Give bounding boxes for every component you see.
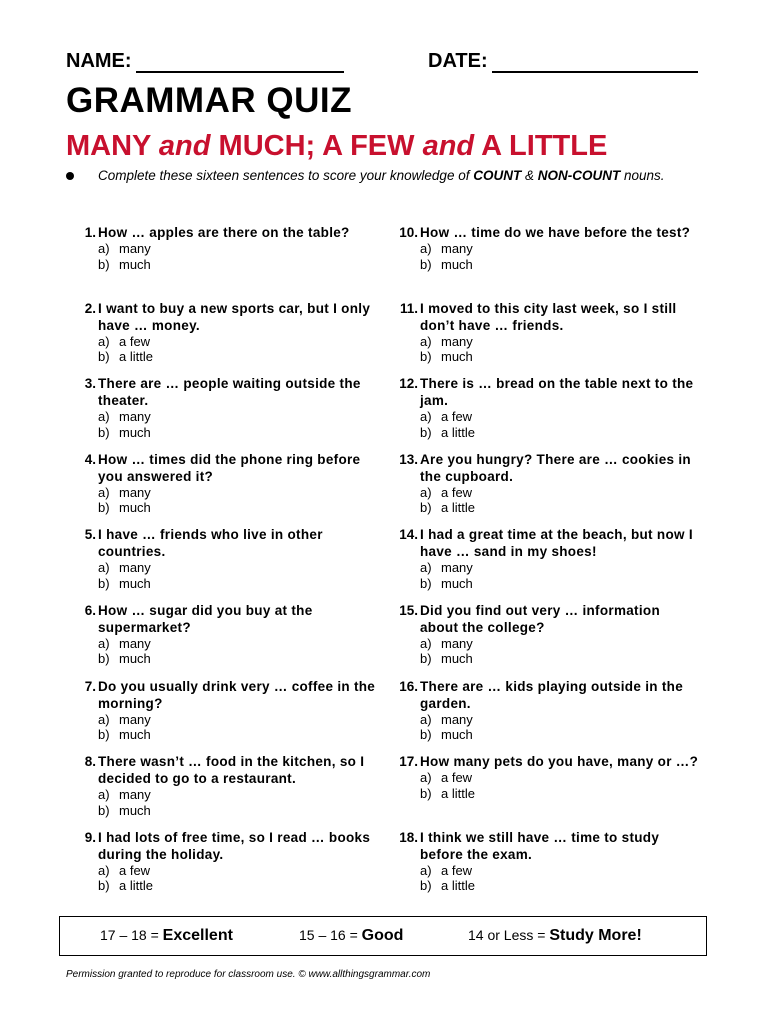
answer-option[interactable] (98, 576, 378, 592)
option-text: much (119, 575, 151, 591)
subtitle-part: and (422, 130, 475, 162)
answer-option[interactable] (98, 712, 378, 728)
question-body (420, 526, 700, 591)
option-letter: b) (98, 727, 110, 743)
question-number: 1. (84, 225, 96, 240)
question-text: How … time do we have before the test? (420, 225, 691, 240)
score-label: Good (361, 927, 404, 944)
question-body (98, 300, 378, 365)
questions-left-column (66, 224, 386, 904)
date-label: DATE: (428, 50, 488, 72)
option-text: a few (441, 862, 473, 878)
option-text: many (119, 241, 151, 256)
option-letter: a) (420, 333, 432, 349)
option-text: a little (441, 785, 475, 801)
instruction-amp: & (521, 168, 538, 183)
option-text: a few (441, 409, 473, 425)
question-body (420, 753, 700, 801)
option-text: much (119, 727, 151, 743)
option-letter: a) (420, 484, 432, 500)
option-text: many (119, 560, 151, 576)
option-letter: b) (98, 651, 110, 667)
option-text: many (441, 635, 473, 651)
option-letter: b) (98, 349, 110, 365)
question-number: 10. (399, 225, 418, 240)
question-body (420, 224, 700, 272)
option-text: many (119, 484, 151, 500)
option-text: much (441, 575, 473, 591)
option-letter: b) (420, 727, 432, 743)
option-text: much (119, 802, 151, 818)
question-item (388, 753, 708, 829)
option-letter: b) (420, 500, 432, 516)
name-blank-line[interactable] (136, 51, 344, 73)
question-number: 5. (84, 527, 96, 543)
question-body (98, 753, 378, 818)
option-letter: b) (420, 575, 432, 591)
question-number: 18. (399, 829, 418, 845)
instruction-pre: Complete these sixteen sentences to score your knowledge of (98, 168, 474, 183)
option-text: much (119, 500, 151, 516)
question-body (420, 829, 700, 894)
question-number: 15. (399, 602, 418, 618)
option-letter: b) (98, 256, 110, 272)
score-key (59, 916, 707, 956)
option-letter: a) (420, 560, 432, 576)
score-label: Study More! (549, 927, 642, 944)
option-text: much (441, 256, 473, 272)
question-text: How … apples are there on the table? (98, 225, 350, 240)
question-item (388, 678, 708, 754)
option-letter: b) (420, 349, 432, 365)
option-letter: a) (98, 862, 110, 878)
option-letter: b) (420, 424, 432, 440)
question-item (66, 602, 386, 678)
option-text: a little (119, 878, 153, 894)
question-text: Did you find out very … information about the college? (420, 602, 660, 635)
question-number: 16. (399, 678, 418, 694)
answer-option[interactable] (420, 786, 700, 802)
question-number: 8. (84, 754, 96, 770)
answer-option[interactable] (420, 409, 700, 425)
question-number: 12. (399, 376, 418, 392)
answer-option[interactable] (98, 651, 378, 667)
question-body (420, 451, 700, 516)
option-text: a few (441, 484, 473, 500)
question-body (98, 526, 378, 591)
question-number: 13. (399, 451, 418, 467)
instruction-noncount: NON-COUNT (537, 168, 621, 183)
question-text: Do you usually drink very … coffee in the morning? (98, 678, 376, 711)
answer-option[interactable] (98, 636, 378, 652)
question-text: I have … friends who live in other countries. (98, 527, 323, 560)
question-body (98, 375, 378, 440)
date-blank-line[interactable] (492, 51, 698, 73)
score-good (299, 927, 403, 945)
name-field[interactable] (66, 50, 344, 73)
question-item (388, 224, 708, 300)
option-letter: b) (420, 785, 432, 801)
question-number: 17. (399, 754, 418, 770)
option-letter: b) (420, 651, 432, 667)
answer-option[interactable] (420, 257, 700, 273)
option-letter: a) (98, 241, 110, 256)
question-number: 6. (84, 602, 96, 618)
answer-option[interactable] (420, 349, 700, 365)
answer-option[interactable] (98, 878, 378, 894)
option-text: many (441, 241, 473, 256)
question-item (66, 375, 386, 451)
bullet-icon (66, 172, 74, 180)
answer-option[interactable] (98, 560, 378, 576)
page-title: GRAMMAR QUIZ (66, 81, 352, 120)
option-text: a little (441, 878, 475, 894)
option-text: a little (441, 500, 475, 516)
question-body (98, 602, 378, 667)
option-text: much (119, 256, 151, 272)
option-letter: a) (98, 787, 110, 803)
option-text: many (119, 409, 151, 425)
question-text: I moved to this city last week, so I still don’t have … friends. (420, 300, 677, 333)
question-item (388, 451, 708, 527)
option-text: many (441, 560, 473, 576)
question-item (66, 451, 386, 527)
page-subtitle (66, 127, 607, 165)
answer-option[interactable] (98, 334, 378, 350)
option-text: a few (119, 862, 151, 878)
option-letter: b) (420, 256, 432, 272)
question-item (388, 300, 708, 376)
option-text: many (119, 711, 151, 727)
option-letter: a) (420, 862, 432, 878)
option-text: much (441, 349, 473, 365)
subtitle-part: A LITTLE (474, 130, 608, 162)
question-number: 14. (399, 527, 418, 543)
question-item (388, 829, 708, 905)
answer-option[interactable] (98, 787, 378, 803)
score-range: 15 – 16 = (299, 927, 362, 943)
answer-option[interactable] (420, 560, 700, 576)
answer-option[interactable] (98, 425, 378, 441)
question-text: I want to buy a new sports car, but I only have … money. (98, 300, 371, 333)
answer-option[interactable] (420, 500, 700, 516)
option-letter: a) (98, 333, 110, 349)
question-number: 2. (84, 300, 96, 316)
question-body (98, 224, 378, 272)
answer-option[interactable] (420, 241, 700, 257)
subtitle-part: MUCH; A FEW (210, 130, 423, 162)
answer-option[interactable] (98, 257, 378, 273)
question-text: There are … kids playing outside in the garden. (420, 678, 684, 711)
answer-option[interactable] (98, 727, 378, 743)
instruction-text (98, 168, 706, 184)
option-letter: a) (98, 409, 110, 425)
question-number: 11. (399, 300, 418, 316)
question-item (66, 526, 386, 602)
option-text: much (119, 651, 151, 667)
answer-option[interactable] (98, 485, 378, 501)
score-range: 17 – 18 = (100, 927, 163, 943)
instructions (66, 168, 706, 184)
answer-option[interactable] (420, 334, 700, 350)
option-text: much (441, 727, 473, 743)
question-item (66, 753, 386, 829)
answer-option[interactable] (98, 863, 378, 879)
date-field[interactable] (428, 50, 698, 73)
option-text: many (441, 711, 473, 727)
option-letter: a) (420, 635, 432, 651)
name-label: NAME: (66, 50, 132, 72)
option-letter: b) (98, 575, 110, 591)
question-number: 4. (84, 451, 96, 467)
answer-option[interactable] (420, 636, 700, 652)
question-item (66, 829, 386, 905)
answer-option[interactable] (420, 770, 700, 786)
answer-option[interactable] (420, 651, 700, 667)
question-item (66, 224, 386, 300)
question-text: There are … people waiting outside the theater. (98, 376, 361, 409)
question-text: Are you hungry? There are … cookies in the cupboard. (420, 451, 691, 484)
answer-option[interactable] (420, 863, 700, 879)
score-excellent (100, 927, 233, 945)
option-text: a little (119, 349, 153, 365)
subtitle-part: and (158, 130, 211, 162)
answer-option[interactable] (420, 712, 700, 728)
question-body (420, 300, 700, 365)
option-text: a little (441, 424, 475, 440)
score-range: 14 or Less = (468, 927, 550, 943)
question-item (388, 375, 708, 451)
question-number: 7. (84, 678, 96, 694)
option-letter: b) (98, 878, 110, 894)
answer-option[interactable] (98, 500, 378, 516)
question-body (420, 375, 700, 440)
option-text: a few (441, 770, 473, 786)
answer-option[interactable] (420, 576, 700, 592)
instruction-post: nouns. (620, 168, 665, 183)
option-letter: a) (420, 770, 432, 786)
question-text: I had lots of free time, so I read … books during the holiday. (98, 829, 371, 862)
question-text: I think we still have … time to study before the exam. (420, 829, 660, 862)
question-body (420, 678, 700, 743)
option-letter: a) (420, 241, 432, 256)
answer-option[interactable] (420, 878, 700, 894)
question-text: How many pets do you have, many or …? (420, 754, 699, 770)
answer-option[interactable] (420, 727, 700, 743)
option-text: many (119, 635, 151, 651)
question-body (98, 829, 378, 894)
option-letter: a) (98, 711, 110, 727)
option-text: much (441, 651, 473, 667)
question-text: How … times did the phone ring before you answered it? (98, 451, 361, 484)
question-item (388, 602, 708, 678)
subtitle-part: MANY (66, 130, 159, 162)
option-letter: b) (98, 500, 110, 516)
question-text: There wasn’t … food in the kitchen, so I decided to go to a restaurant. (98, 754, 365, 787)
question-number: 3. (84, 376, 96, 392)
footer-permission: Permission granted to reproduce for classroom use. © www.allthingsgrammar.com (66, 969, 431, 980)
header-row (66, 50, 706, 80)
question-text: There is … bread on the table next to the jam. (420, 376, 694, 409)
question-item (66, 678, 386, 754)
answer-option[interactable] (98, 409, 378, 425)
answer-option[interactable] (98, 349, 378, 365)
questions-right-column (388, 224, 708, 904)
option-letter: a) (98, 635, 110, 651)
option-letter: b) (98, 424, 110, 440)
option-letter: a) (98, 560, 110, 576)
question-text: How … sugar did you buy at the supermarket? (98, 602, 313, 635)
option-letter: b) (420, 878, 432, 894)
instruction-count: COUNT (473, 168, 522, 183)
question-item (66, 300, 386, 376)
option-letter: a) (420, 711, 432, 727)
question-body (98, 678, 378, 743)
option-text: a few (119, 333, 151, 349)
score-study-more (468, 927, 642, 945)
answer-option[interactable] (98, 241, 378, 257)
score-label: Excellent (162, 927, 233, 944)
option-letter: a) (98, 484, 110, 500)
question-item (388, 526, 708, 602)
answer-option[interactable] (98, 803, 378, 819)
question-text: I had a great time at the beach, but now I have … sand in my shoes! (420, 527, 693, 560)
option-text: much (119, 424, 151, 440)
question-body (420, 602, 700, 667)
answer-option[interactable] (420, 425, 700, 441)
question-number: 9. (84, 829, 96, 845)
answer-option[interactable] (420, 485, 700, 501)
option-letter: a) (420, 409, 432, 425)
question-body (98, 451, 378, 516)
option-text: many (441, 333, 473, 349)
option-text: many (119, 787, 151, 803)
option-letter: b) (98, 802, 110, 818)
